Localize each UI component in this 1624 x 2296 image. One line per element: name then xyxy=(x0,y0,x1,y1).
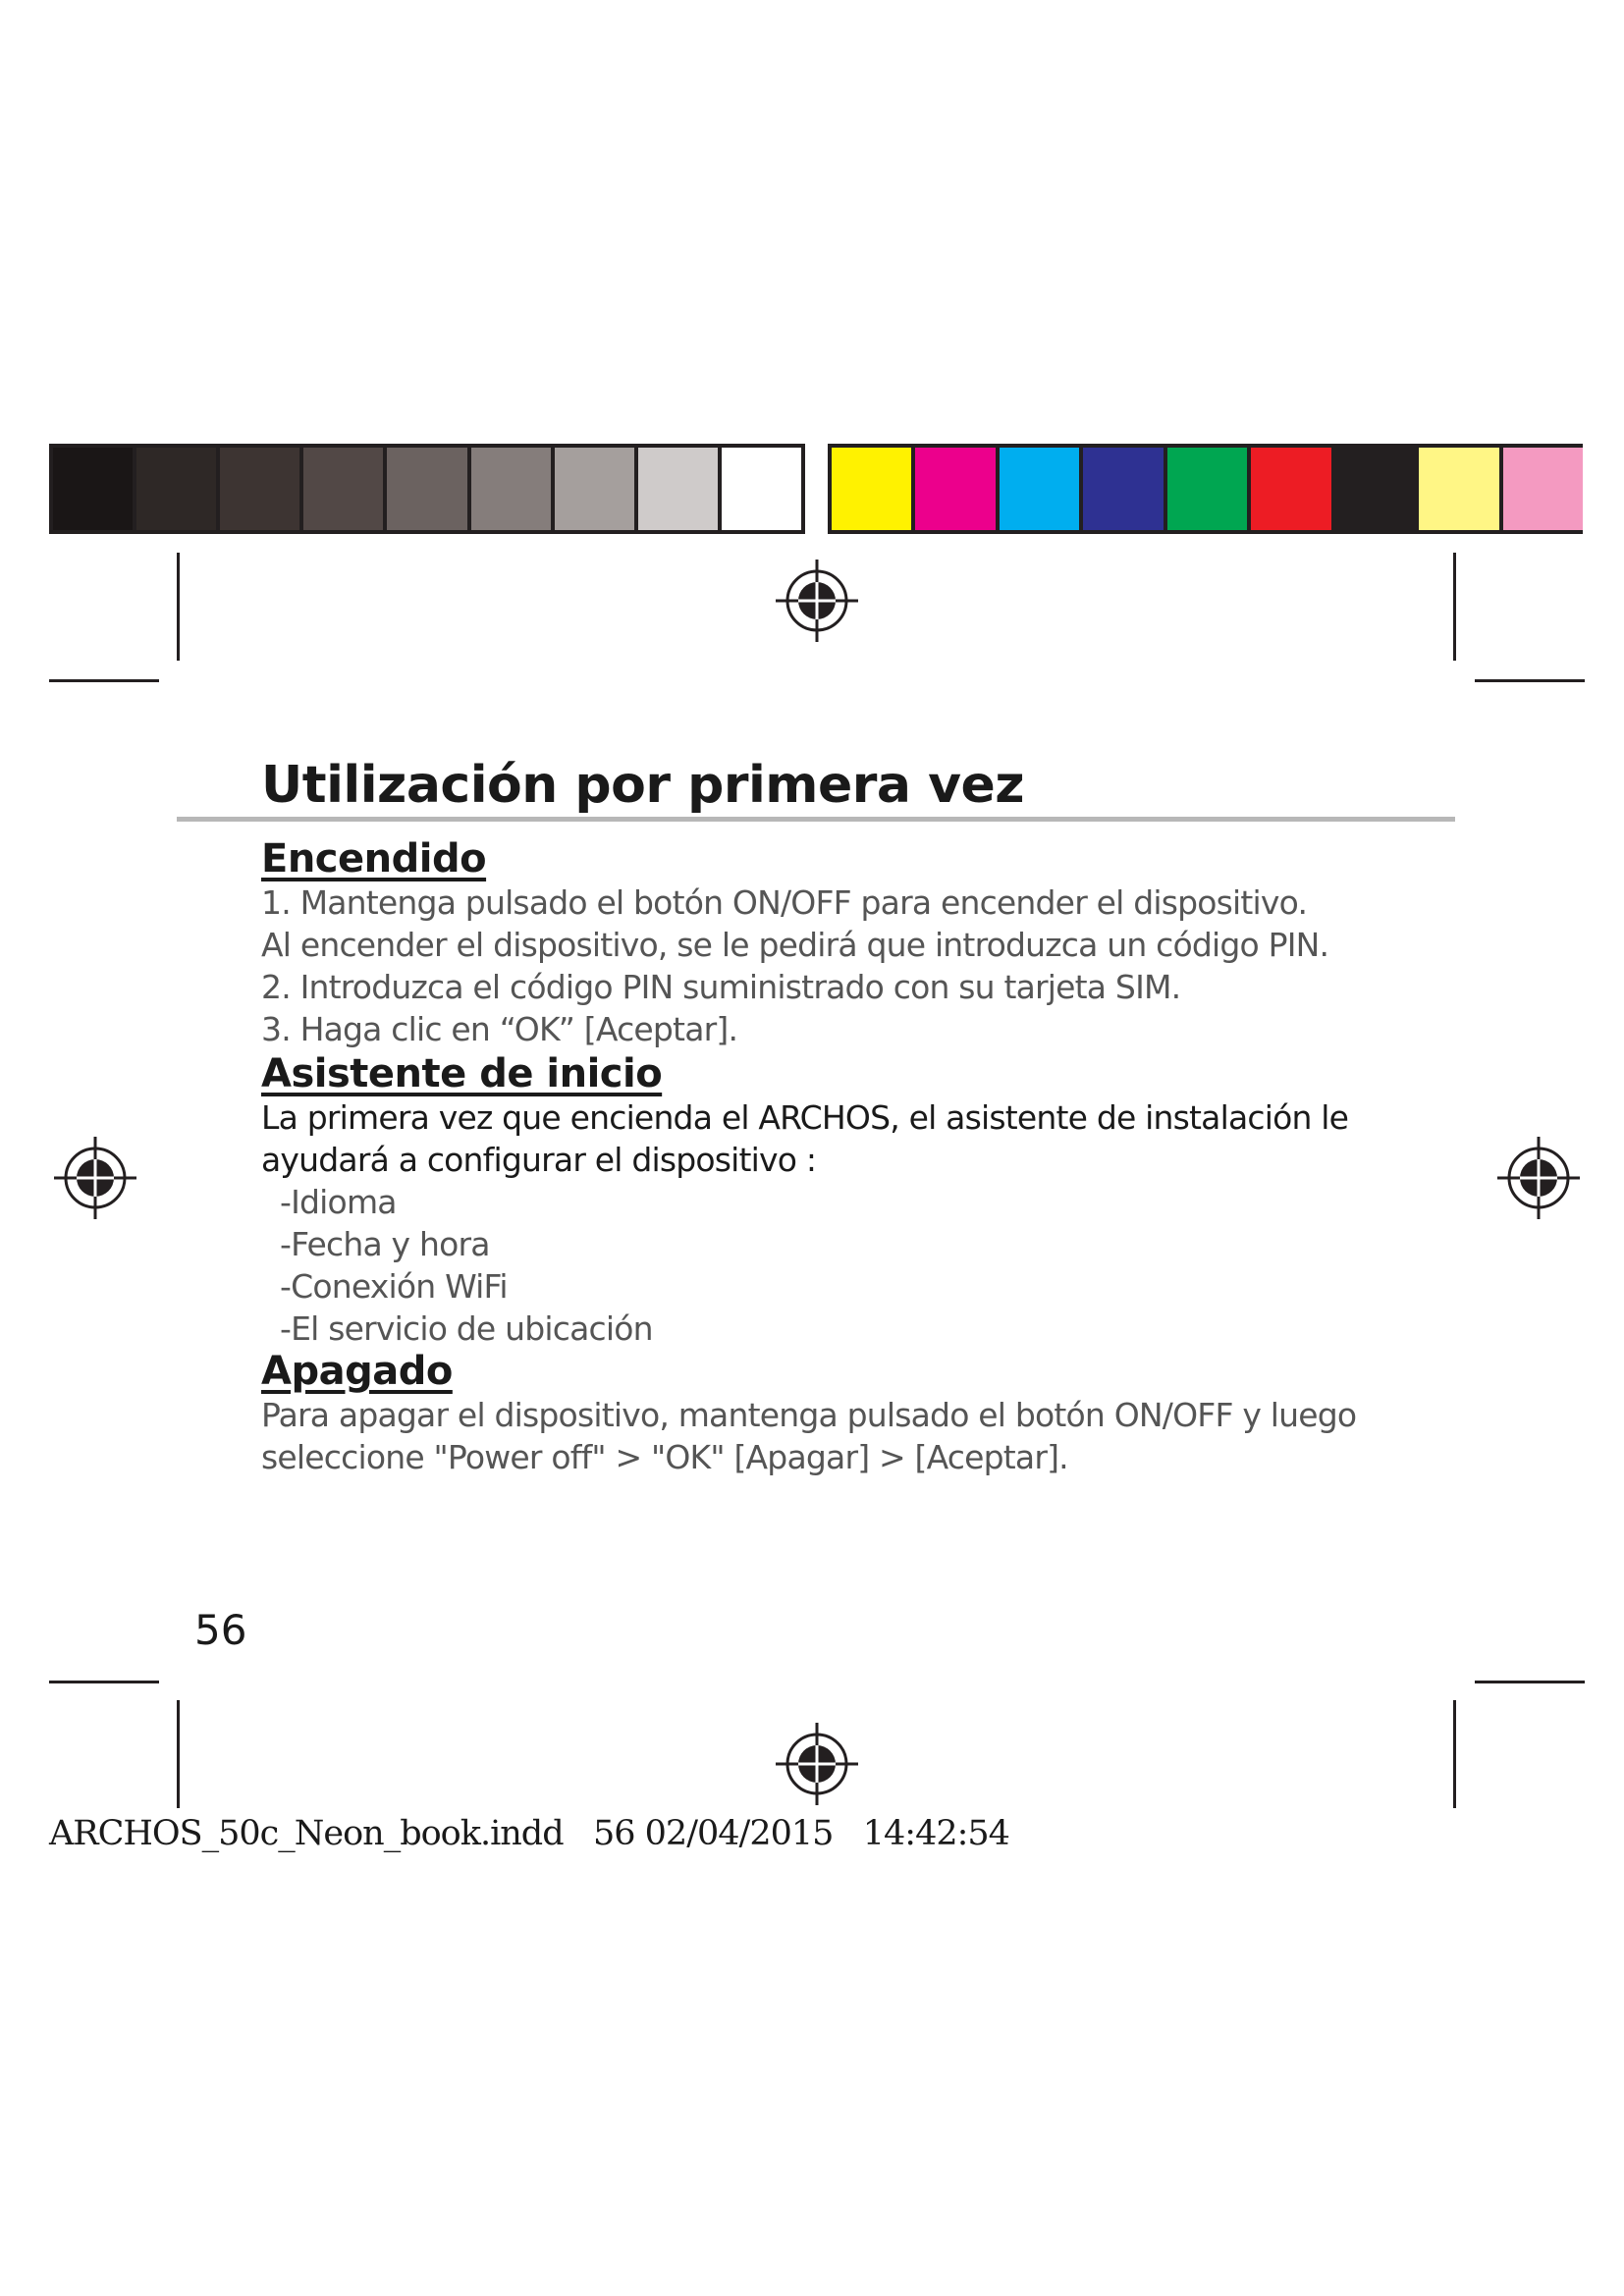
color-calibration-bar xyxy=(828,444,1583,534)
asistente-item-ubicacion: -El servicio de ubicación xyxy=(280,1309,653,1348)
color-swatch-7 xyxy=(1335,448,1419,530)
encendido-line-2: Al encender el dispositivo, se le pedirá que introduzca un código PIN. xyxy=(261,926,1329,964)
asistente-line-2: ayudará a configurar el dispositivo : xyxy=(261,1141,817,1179)
gray-swatch-7 xyxy=(555,448,638,530)
asistente-line-1: La primera vez que encienda el ARCHOS, el asistente de instalación le xyxy=(261,1098,1349,1137)
color-swatch-2 xyxy=(915,448,999,530)
encendido-line-4: 3. Haga clic en “OK” [Aceptar]. xyxy=(261,1010,738,1048)
section-heading-asistente: Asistente de inicio xyxy=(261,1051,663,1096)
registration-mark-left-icon xyxy=(54,1137,136,1219)
asistente-item-wifi: -Conexión WiFi xyxy=(280,1267,508,1306)
gray-swatch-5 xyxy=(387,448,470,530)
asistente-item-idioma: -Idioma xyxy=(280,1183,397,1221)
title-rule xyxy=(177,817,1455,822)
crop-mark-bottom-left-vertical xyxy=(177,1700,180,1808)
page-number: 56 xyxy=(194,1606,247,1654)
asistente-item-fecha: -Fecha y hora xyxy=(280,1225,490,1263)
crop-mark-top-left-horizontal xyxy=(49,679,159,682)
crop-mark-bottom-right-vertical xyxy=(1453,1700,1456,1808)
color-swatch-9 xyxy=(1503,448,1583,530)
gray-swatch-3 xyxy=(220,448,303,530)
section-heading-apagado: Apagado xyxy=(261,1349,453,1394)
registration-mark-top-icon xyxy=(776,560,858,642)
grayscale-calibration-bar xyxy=(49,444,805,534)
gray-swatch-9 xyxy=(722,448,801,530)
encendido-line-1: 1. Mantenga pulsado el botón ON/OFF para encender el dispositivo. xyxy=(261,883,1308,922)
color-swatch-8 xyxy=(1419,448,1502,530)
section-heading-encendido: Encendido xyxy=(261,836,487,881)
gray-swatch-4 xyxy=(303,448,387,530)
page-title: Utilización por primera vez xyxy=(261,756,1025,815)
gray-swatch-1 xyxy=(53,448,136,530)
color-swatch-6 xyxy=(1251,448,1334,530)
color-swatch-4 xyxy=(1083,448,1166,530)
print-slug: ARCHOS_50c_Neon_book.indd 56 02/04/2015 14:42:54 xyxy=(49,1814,1009,1853)
crop-mark-bottom-left-horizontal xyxy=(49,1681,159,1683)
color-swatch-1 xyxy=(832,448,915,530)
encendido-line-3: 2. Introduzca el código PIN suministrado con su tarjeta SIM. xyxy=(261,968,1181,1006)
crop-mark-top-right-vertical xyxy=(1453,553,1456,661)
color-swatch-3 xyxy=(1000,448,1083,530)
registration-mark-bottom-icon xyxy=(776,1723,858,1805)
registration-mark-right-icon xyxy=(1497,1137,1580,1219)
gray-swatch-6 xyxy=(471,448,555,530)
apagado-line-1: Para apagar el dispositivo, mantenga pulsado el botón ON/OFF y luego xyxy=(261,1396,1357,1434)
color-swatch-5 xyxy=(1167,448,1251,530)
gray-swatch-2 xyxy=(136,448,220,530)
gray-swatch-8 xyxy=(638,448,722,530)
crop-mark-top-right-horizontal xyxy=(1475,679,1585,682)
crop-mark-top-left-vertical xyxy=(177,553,180,661)
crop-mark-bottom-right-horizontal xyxy=(1475,1681,1585,1683)
apagado-line-2: seleccione "Power off" > "OK" [Apagar] > [Aceptar]. xyxy=(261,1438,1068,1476)
